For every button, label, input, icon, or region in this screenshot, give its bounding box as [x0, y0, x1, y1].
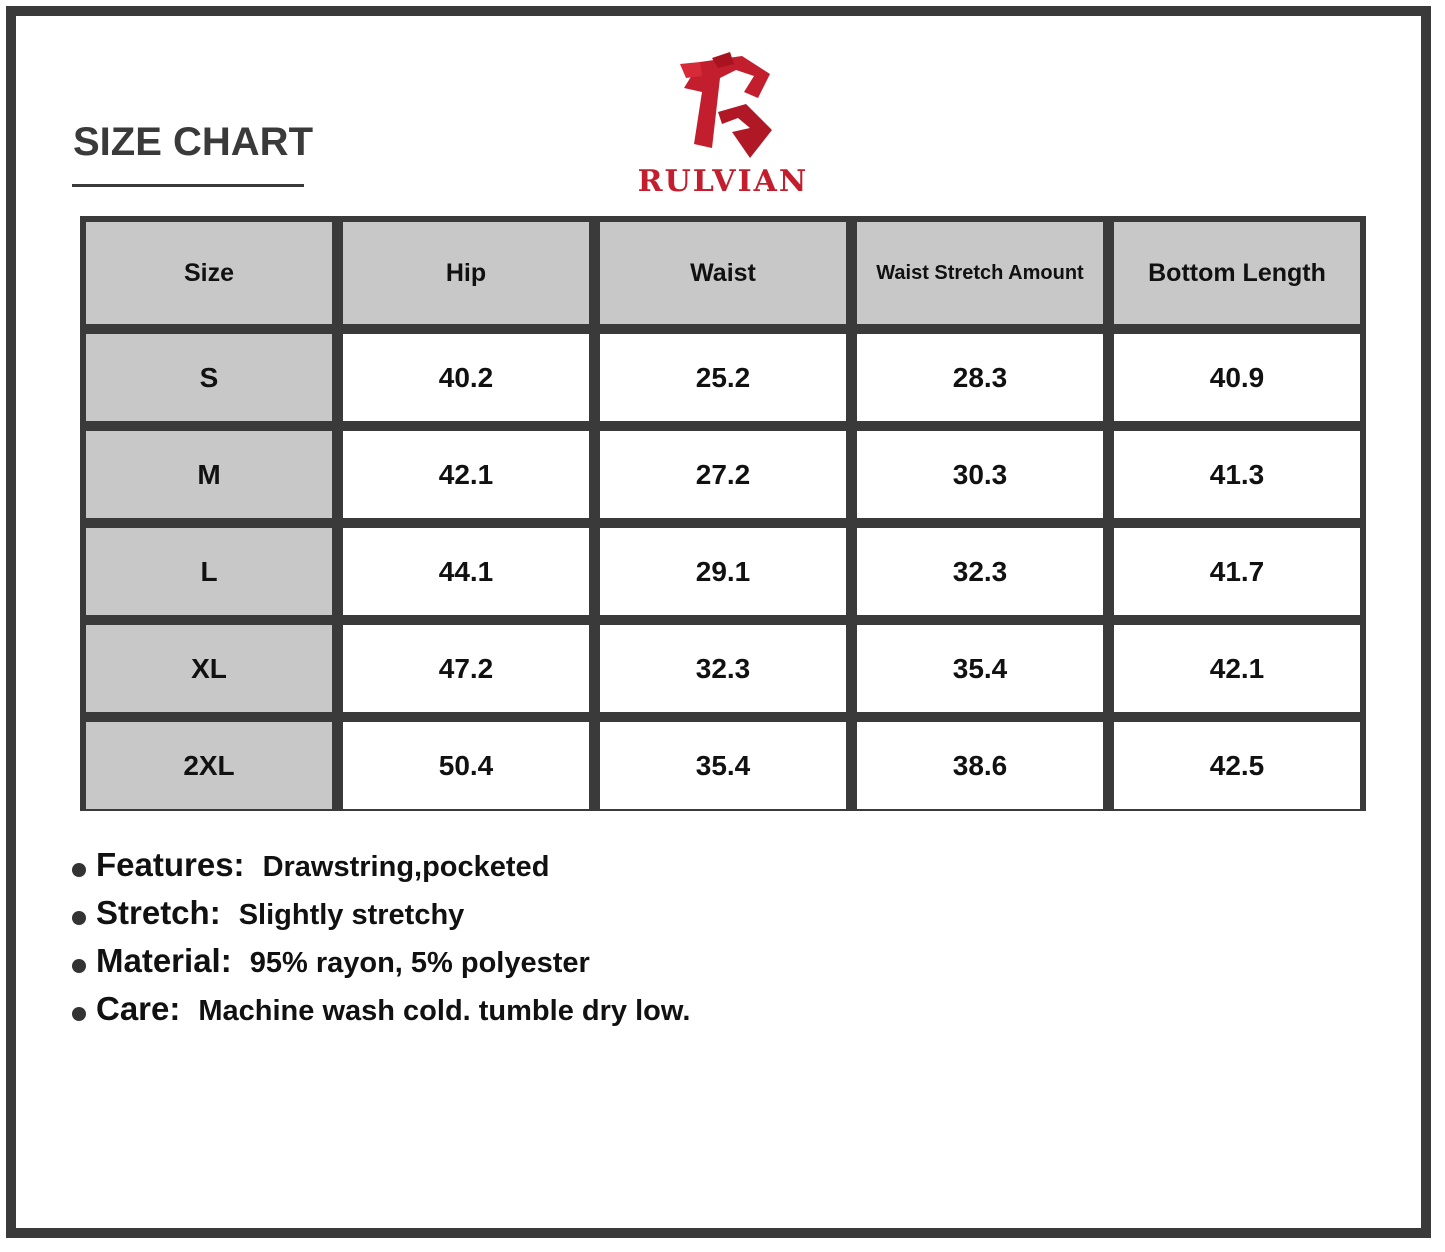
row-waist-cell: 35.4 [600, 722, 846, 809]
row-size-cell: 2XL [86, 722, 332, 809]
detail-material [72, 942, 690, 990]
row-size-cell: S [86, 334, 332, 421]
brand-wordmark: RULVIAN [637, 164, 809, 199]
detail-label: Material: [96, 942, 232, 979]
header-waist-stretch: Waist Stretch Amount [857, 222, 1103, 324]
detail-value: 95% rayon, 5% polyester [249, 947, 590, 979]
row-length-cell: 40.9 [1114, 334, 1360, 421]
row-hip-cell: 47.2 [343, 625, 589, 712]
page-title: SIZE CHART [73, 120, 313, 164]
detail-value: Machine wash cold. tumble dry low. [198, 995, 691, 1027]
row-size-cell: XL [86, 625, 332, 712]
bullet-icon [72, 959, 86, 973]
row-stretch-cell: 32.3 [857, 528, 1103, 615]
size-table [80, 216, 1366, 811]
row-waist-cell: 27.2 [600, 431, 846, 518]
detail-label: Features: [96, 846, 245, 883]
row-waist-cell: 25.2 [600, 334, 846, 421]
row-stretch-cell: 30.3 [857, 431, 1103, 518]
row-length-cell: 41.3 [1114, 431, 1360, 518]
detail-value: Drawstring,pocketed [262, 851, 550, 883]
row-length-cell: 42.1 [1114, 625, 1360, 712]
detail-features [72, 846, 690, 894]
header-size: Size [86, 222, 332, 324]
bullet-icon [72, 911, 86, 925]
row-hip-cell: 44.1 [343, 528, 589, 615]
row-waist-cell: 29.1 [600, 528, 846, 615]
product-details [72, 846, 690, 1038]
title-underline [72, 184, 304, 187]
detail-value: Slightly stretchy [238, 899, 465, 931]
row-stretch-cell: 35.4 [857, 625, 1103, 712]
brand-logo-icon [672, 52, 776, 162]
row-stretch-cell: 38.6 [857, 722, 1103, 809]
detail-care [72, 990, 690, 1038]
row-hip-cell: 42.1 [343, 431, 589, 518]
row-hip-cell: 40.2 [343, 334, 589, 421]
row-stretch-cell: 28.3 [857, 334, 1103, 421]
detail-stretch [72, 894, 690, 942]
bullet-icon [72, 1007, 86, 1021]
row-size-cell: M [86, 431, 332, 518]
row-length-cell: 41.7 [1114, 528, 1360, 615]
row-hip-cell: 50.4 [343, 722, 589, 809]
bullet-icon [72, 863, 86, 877]
row-size-cell: L [86, 528, 332, 615]
header-waist: Waist [600, 222, 846, 324]
detail-label: Care: [96, 990, 181, 1027]
header-hip: Hip [343, 222, 589, 324]
header-bottom-length: Bottom Length [1114, 222, 1360, 324]
row-waist-cell: 32.3 [600, 625, 846, 712]
row-length-cell: 42.5 [1114, 722, 1360, 809]
detail-label: Stretch: [96, 894, 221, 931]
